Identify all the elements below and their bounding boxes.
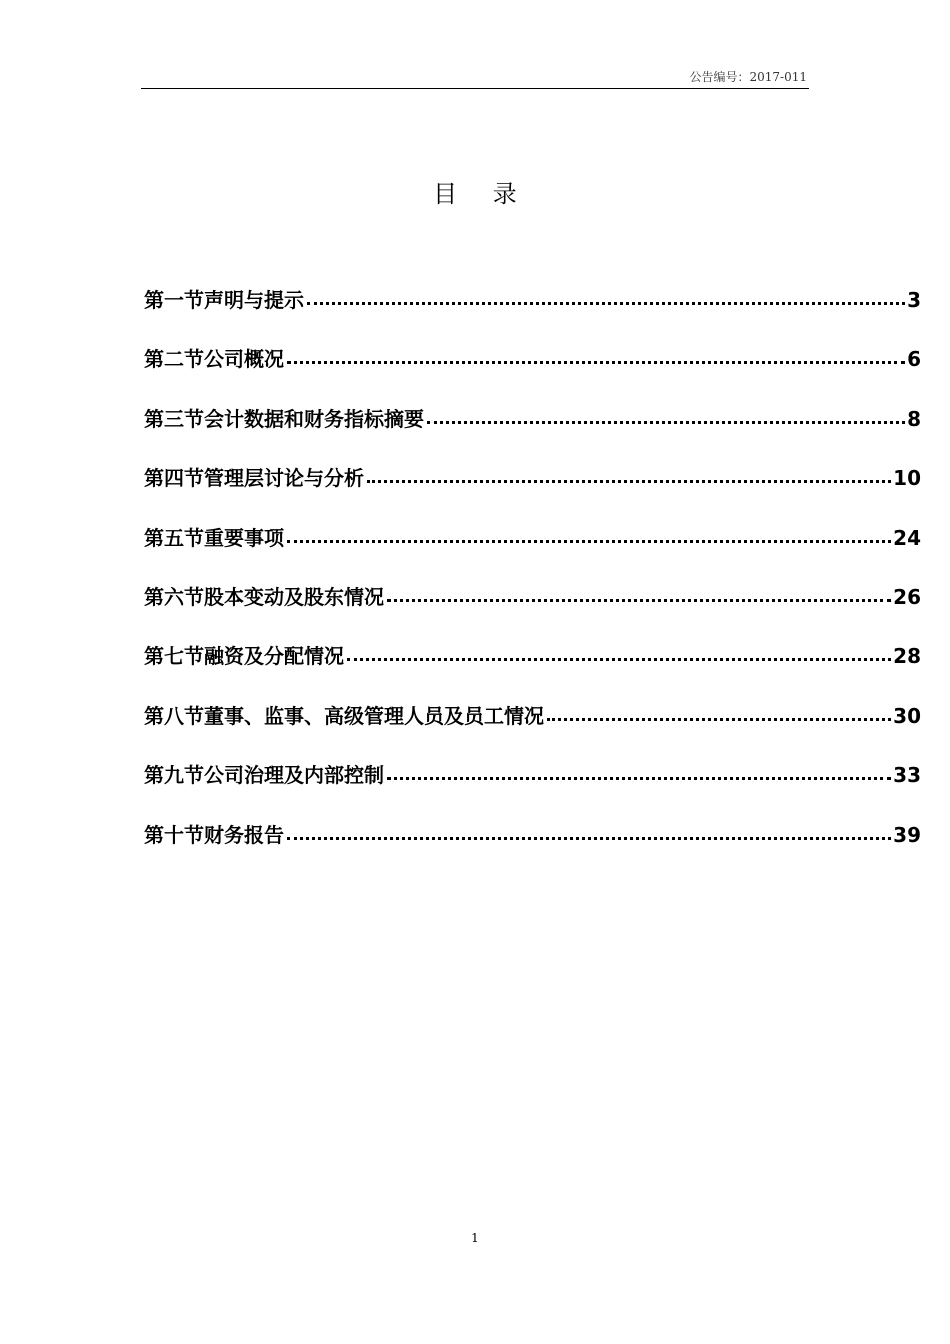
- toc-dot-leader: [287, 540, 891, 543]
- toc-entry-page: 26: [893, 584, 921, 609]
- toc-entry-5[interactable]: [144, 522, 921, 581]
- toc-entry-label: 第九节公司治理及内部控制: [144, 763, 384, 788]
- toc-entry-1[interactable]: [144, 284, 921, 343]
- toc-dot-leader: [367, 480, 891, 483]
- toc-entry-page: 6: [907, 347, 921, 372]
- toc-entry-page: 10: [893, 466, 921, 491]
- toc-dot-leader: [547, 718, 891, 721]
- toc-dot-leader: [287, 361, 905, 364]
- page-number: 1: [471, 1231, 479, 1245]
- toc-entry-2[interactable]: [144, 343, 921, 402]
- toc-entry-3[interactable]: [144, 403, 921, 462]
- toc-entry-page: 28: [893, 644, 921, 669]
- table-of-contents: [144, 284, 921, 878]
- toc-entry-page: 3: [907, 288, 921, 312]
- toc-dot-leader: [387, 599, 891, 602]
- toc-entry-7[interactable]: [144, 640, 921, 699]
- toc-dot-leader: [287, 837, 891, 840]
- toc-entry-9[interactable]: [144, 759, 921, 818]
- toc-entry-label: 第三节会计数据和财务指标摘要: [144, 406, 424, 431]
- toc-entry-label: 第二节公司概况: [144, 347, 284, 372]
- toc-entry-label: 第六节股本变动及股东情况: [144, 584, 384, 609]
- toc-entry-8[interactable]: [144, 700, 921, 759]
- toc-entry-page: 33: [893, 763, 921, 788]
- toc-dot-leader: [307, 302, 905, 305]
- toc-dot-leader: [387, 777, 891, 780]
- toc-dot-leader: [347, 658, 891, 661]
- toc-entry-10[interactable]: [144, 819, 921, 878]
- toc-entry-label: 第一节声明与提示: [144, 288, 304, 312]
- toc-entry-label: 第十节财务报告: [144, 822, 284, 847]
- toc-entry-label: 第八节董事、监事、高级管理人员及员工情况: [144, 703, 544, 728]
- toc-title: 目 录: [433, 180, 531, 208]
- toc-entry-label: 第四节管理层讨论与分析: [144, 466, 364, 491]
- toc-entry-4[interactable]: [144, 462, 921, 521]
- toc-entry-6[interactable]: [144, 581, 921, 640]
- toc-entry-page: 24: [893, 525, 921, 550]
- toc-entry-page: 30: [893, 703, 921, 728]
- toc-entry-label: 第五节重要事项: [144, 525, 284, 550]
- toc-entry-page: 8: [907, 406, 921, 431]
- toc-entry-page: 39: [893, 822, 921, 847]
- toc-dot-leader: [427, 421, 905, 424]
- toc-entry-label: 第七节融资及分配情况: [144, 644, 344, 669]
- announcement-number: 公告编号：2017-011: [689, 70, 807, 84]
- page-header: [141, 66, 809, 89]
